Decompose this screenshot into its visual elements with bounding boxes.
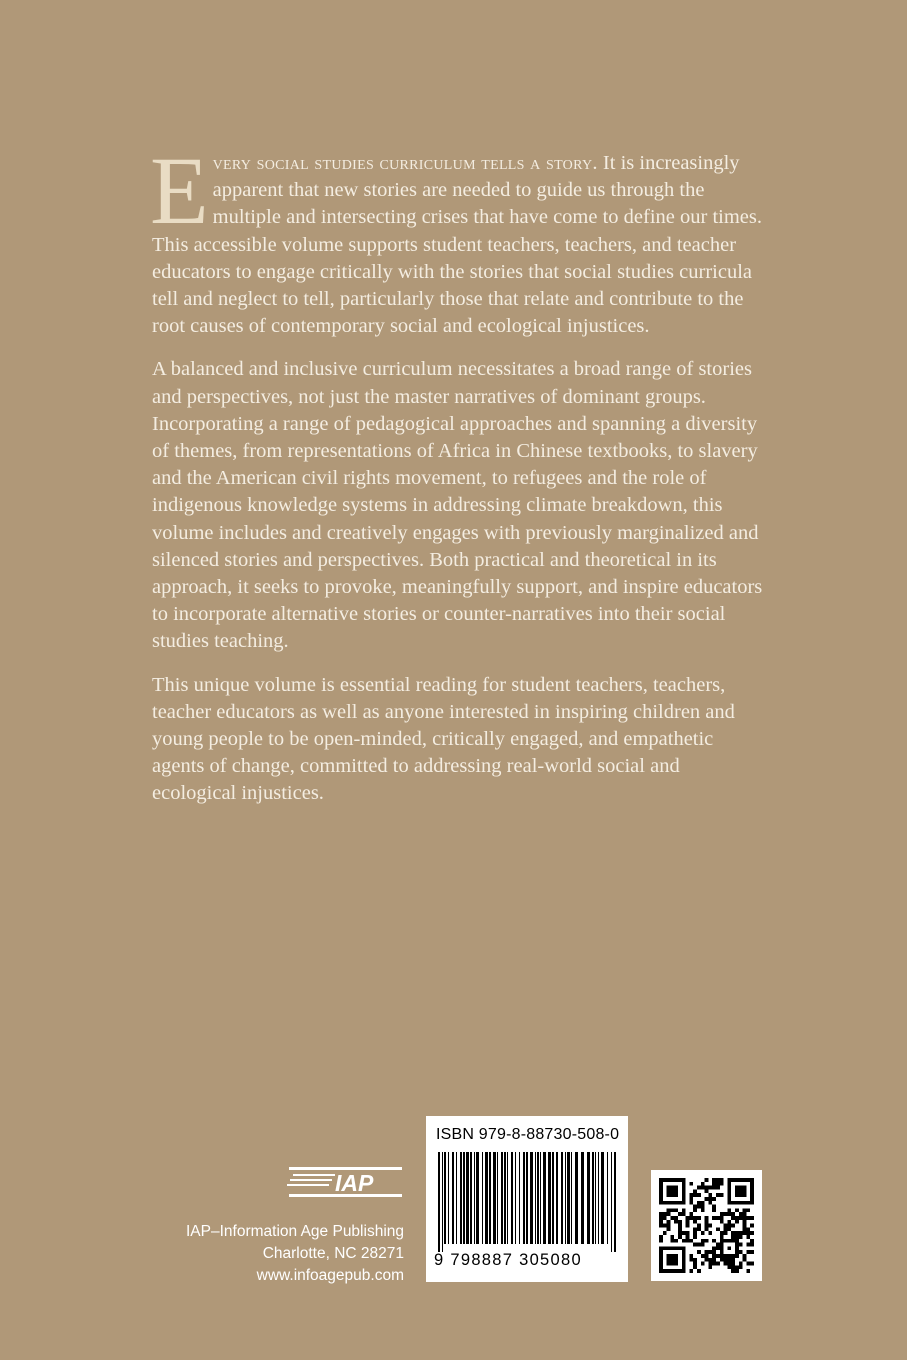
logo-text: IAP <box>335 1170 374 1196</box>
qr-module <box>708 1231 712 1235</box>
blurb-paragraph-3: This unique volume is essential reading for student teachers, teachers, teacher educators as well as anyone interested in inspiring children and young people to be open-minded, critically engaged, and empathetic agents of change, committed to addressing real-world social and ecological injustices. <box>152 673 735 805</box>
qr-module <box>678 1235 682 1239</box>
qr-module <box>667 1227 671 1231</box>
qr-module <box>678 1224 682 1228</box>
qr-module <box>705 1258 709 1262</box>
qr-module <box>682 1208 686 1212</box>
qr-module <box>689 1193 693 1197</box>
qr-module <box>746 1208 750 1212</box>
qr-module <box>743 1258 747 1262</box>
qr-module <box>731 1235 735 1239</box>
qr-module <box>708 1201 712 1205</box>
barcode-bar <box>598 1152 599 1244</box>
qr-module <box>716 1262 720 1266</box>
blurb-paragraph-2: A balanced and inclusive curriculum necessitates a broad range of stories and perspectives, not just the master narratives of dominant groups. Incorporating a range of pedagogical approaches and spanning a diversity of themes, from representations of Africa in Chinese textbooks, to slavery and the American civil rights movement, to refugees and the role of indigenous knowledge systems in addressing climate breakdown, this volume includes and creatively engages with previously marginalized and silenced stories and perspectives. Both practical and theoretical in its approach, it seeks to provoke, meaningfully support, and inspire educators to incorporate alternative stories or counter-narratives into their social studies teaching. <box>152 358 763 653</box>
qr-module <box>663 1216 667 1220</box>
barcode-bar <box>489 1152 491 1244</box>
qr-module <box>727 1258 731 1262</box>
qr-module <box>697 1269 701 1273</box>
qr-module <box>693 1216 697 1220</box>
qr-module <box>731 1216 735 1220</box>
barcode-bar <box>460 1152 462 1244</box>
qr-module <box>667 1254 678 1265</box>
barcode-bar <box>548 1152 551 1244</box>
qr-module <box>701 1208 705 1212</box>
qr-module <box>701 1205 705 1209</box>
qr-module <box>708 1193 712 1197</box>
qr-module <box>746 1231 750 1235</box>
barcode-bar <box>587 1152 590 1244</box>
barcode-bar <box>497 1152 498 1244</box>
qr-module <box>686 1235 690 1239</box>
qr-module <box>697 1201 701 1205</box>
qr-module <box>705 1186 709 1190</box>
barcode-bar <box>511 1152 513 1244</box>
qr-module <box>739 1250 743 1254</box>
qr-module <box>743 1220 747 1224</box>
qr-module <box>724 1258 728 1262</box>
qr-module <box>716 1186 720 1190</box>
qr-module <box>701 1262 705 1266</box>
qr-module <box>739 1243 743 1247</box>
qr-module <box>716 1178 720 1182</box>
qr-module <box>712 1250 716 1254</box>
qr-module <box>731 1224 735 1228</box>
qr-module <box>689 1269 693 1273</box>
qr-module <box>743 1212 747 1216</box>
qr-module <box>720 1235 724 1239</box>
qr-module <box>724 1212 728 1216</box>
qr-module <box>712 1208 716 1212</box>
qr-module <box>667 1220 671 1224</box>
qr-module <box>716 1246 720 1250</box>
qr-module <box>716 1243 720 1247</box>
barcode-bar <box>485 1152 488 1244</box>
barcode-bar <box>519 1152 520 1244</box>
qr-code <box>651 1170 762 1281</box>
qr-module <box>693 1189 697 1193</box>
qr-module <box>693 1258 697 1262</box>
qr-module <box>716 1254 720 1258</box>
qr-module <box>678 1212 682 1216</box>
qr-module <box>716 1227 720 1231</box>
barcode-bar <box>515 1152 516 1244</box>
barcode-bar <box>523 1152 525 1244</box>
qr-module <box>693 1231 697 1235</box>
qr-module <box>705 1227 709 1231</box>
barcode-bars <box>438 1152 618 1252</box>
barcode-bar <box>504 1152 506 1244</box>
qr-module <box>674 1216 678 1220</box>
qr-module <box>750 1231 754 1235</box>
qr-module <box>697 1250 701 1254</box>
qr-module <box>735 1220 739 1224</box>
barcode-bar <box>442 1152 443 1252</box>
barcode-bar <box>448 1152 449 1244</box>
qr-module <box>727 1262 731 1266</box>
qr-module <box>708 1197 712 1201</box>
barcode-bar <box>476 1152 479 1244</box>
qr-module <box>750 1216 754 1220</box>
qr-module <box>686 1216 690 1220</box>
qr-module <box>712 1205 716 1209</box>
barcode-bar <box>537 1152 539 1244</box>
qr-module <box>670 1239 674 1243</box>
qr-module <box>678 1220 682 1224</box>
barcode-bar <box>466 1152 469 1244</box>
qr-module <box>659 1235 663 1239</box>
qr-module <box>739 1235 743 1239</box>
qr-module <box>712 1262 716 1266</box>
qr-module <box>674 1239 678 1243</box>
qr-module <box>693 1220 697 1224</box>
qr-module <box>712 1178 716 1182</box>
qr-module <box>693 1235 697 1239</box>
blurb-lead-in: very social studies curriculum tells a story. <box>212 152 598 174</box>
qr-module <box>663 1231 667 1235</box>
qr-module <box>701 1239 705 1243</box>
qr-module <box>750 1224 754 1228</box>
qr-module <box>712 1216 716 1220</box>
qr-module <box>712 1239 716 1243</box>
publisher-url: www.infoagepub.com <box>256 1267 404 1284</box>
qr-module <box>712 1254 716 1258</box>
qr-module <box>743 1224 747 1228</box>
barcode-bar <box>482 1152 483 1244</box>
qr-module <box>743 1216 747 1220</box>
qr-module <box>697 1243 701 1247</box>
qr-module <box>735 1231 739 1235</box>
barcode-bar <box>552 1152 554 1244</box>
qr-module <box>750 1243 754 1247</box>
qr-module <box>731 1212 735 1216</box>
qr-module <box>701 1201 705 1205</box>
qr-module <box>712 1197 716 1201</box>
barcode-bar <box>474 1152 475 1244</box>
qr-module <box>727 1224 731 1228</box>
qr-module <box>689 1197 693 1201</box>
barcode-bar <box>611 1152 612 1252</box>
qr-module <box>708 1186 712 1190</box>
qr-module <box>716 1182 720 1186</box>
qr-module <box>746 1227 750 1231</box>
qr-module <box>682 1212 686 1216</box>
qr-module <box>689 1254 693 1258</box>
back-cover-blurb <box>150 137 764 824</box>
barcode-bar <box>543 1152 546 1244</box>
qr-module <box>735 1186 746 1197</box>
qr-module <box>670 1208 674 1212</box>
qr-module <box>667 1186 678 1197</box>
qr-module <box>689 1212 693 1216</box>
qr-module <box>743 1208 747 1212</box>
qr-module <box>712 1182 716 1186</box>
qr-module <box>674 1208 678 1212</box>
qr-module <box>705 1254 709 1258</box>
barcode-bar <box>540 1152 541 1244</box>
qr-module <box>686 1220 690 1224</box>
qr-module <box>739 1265 743 1269</box>
qr-module <box>720 1212 724 1216</box>
qr-module <box>693 1208 697 1212</box>
qr-module <box>727 1208 731 1212</box>
qr-module <box>682 1239 686 1243</box>
qr-module <box>735 1208 739 1212</box>
qr-module <box>720 1193 724 1197</box>
qr-module <box>659 1212 663 1216</box>
qr-module <box>697 1205 701 1209</box>
barcode-digits: 9 798887 305080 <box>434 1251 582 1269</box>
qr-module <box>743 1254 747 1258</box>
qr-module <box>693 1243 697 1247</box>
qr-module <box>659 1224 663 1228</box>
qr-module <box>727 1212 731 1216</box>
qr-module <box>743 1227 747 1231</box>
qr-module <box>697 1227 701 1231</box>
barcode-bar <box>452 1152 454 1244</box>
qr-module <box>731 1269 735 1273</box>
qr-module <box>750 1239 754 1243</box>
qr-module <box>705 1239 709 1243</box>
qr-module <box>716 1193 720 1197</box>
qr-module <box>705 1178 709 1182</box>
qr-module <box>667 1212 671 1216</box>
blurb-paragraph-1-text: It is increasingly apparent that new stories are needed to guide us through the multiple and intersecting crises that have come to define our times. This accessible volume supports student teachers, teachers, and teacher educators to engage critically with the stories that social studies curricula tell and neglect to tell, particularly those that relate and contribute to the root causes of contemporary social and ecological injustices. <box>152 152 762 338</box>
barcode-bar <box>438 1152 440 1252</box>
qr-module <box>746 1269 750 1273</box>
isbn-label: ISBN 979-8-88730-508-0 <box>436 1126 620 1143</box>
qr-module <box>678 1231 682 1235</box>
barcode-bar <box>607 1152 608 1244</box>
qr-module <box>746 1262 750 1266</box>
qr-module <box>697 1224 701 1228</box>
barcode-bar <box>601 1152 604 1244</box>
qr-module <box>720 1220 724 1224</box>
qr-module <box>750 1262 754 1266</box>
barcode-bar <box>456 1152 457 1244</box>
qr-module <box>689 1239 693 1243</box>
barcode-bar <box>565 1152 566 1244</box>
qr-module <box>724 1262 728 1266</box>
qr-module <box>731 1265 735 1269</box>
barcode-bar <box>526 1152 528 1244</box>
barcode-bar <box>535 1152 536 1244</box>
qr-module <box>705 1250 709 1254</box>
barcode-bar <box>501 1152 503 1244</box>
qr-module <box>716 1216 720 1220</box>
qr-module <box>659 1239 663 1243</box>
qr-module <box>708 1262 712 1266</box>
qr-module <box>731 1231 735 1235</box>
qr-module <box>724 1227 728 1231</box>
qr-module <box>667 1208 671 1212</box>
barcode-bar <box>575 1152 578 1244</box>
qr-module <box>735 1265 739 1269</box>
qr-module <box>674 1220 678 1224</box>
qr-module <box>705 1216 709 1220</box>
qr-module <box>712 1258 716 1262</box>
barcode-bar <box>571 1152 572 1244</box>
barcode-bar <box>493 1152 496 1244</box>
publisher-city: Charlotte, NC 28271 <box>262 1245 404 1262</box>
qr-module <box>689 1216 693 1220</box>
qr-module <box>686 1224 690 1228</box>
qr-module <box>689 1258 693 1262</box>
qr-module <box>663 1224 667 1228</box>
qr-module <box>670 1216 674 1220</box>
qr-module <box>746 1243 750 1247</box>
qr-module <box>686 1239 690 1243</box>
qr-module <box>693 1193 697 1197</box>
qr-module <box>663 1212 667 1216</box>
qr-module <box>670 1235 674 1239</box>
qr-module <box>746 1250 750 1254</box>
qr-module <box>743 1231 747 1235</box>
barcode-bar <box>567 1152 570 1244</box>
qr-module <box>689 1201 693 1205</box>
qr-module <box>693 1265 697 1269</box>
barcode-bar <box>561 1152 563 1244</box>
barcode-bar <box>581 1152 584 1244</box>
qr-module <box>686 1231 690 1235</box>
qr-module <box>720 1258 724 1262</box>
qr-module <box>720 1182 724 1186</box>
barcode-bar <box>592 1152 594 1244</box>
qr-module <box>720 1231 724 1235</box>
qr-module <box>705 1197 709 1201</box>
qr-module <box>735 1269 739 1273</box>
barcode-bar <box>530 1152 533 1244</box>
qr-module <box>750 1250 754 1254</box>
qr-module <box>735 1216 739 1220</box>
qr-module <box>659 1216 663 1220</box>
qr-module <box>739 1231 743 1235</box>
publisher-name: IAP–Information Age Publishing <box>186 1223 404 1240</box>
qr-module <box>727 1227 731 1231</box>
qr-module <box>735 1235 739 1239</box>
qr-module <box>739 1216 743 1220</box>
qr-module <box>697 1193 701 1197</box>
qr-module <box>708 1250 712 1254</box>
qr-module <box>693 1227 697 1231</box>
qr-module <box>739 1212 743 1216</box>
qr-module <box>724 1224 728 1228</box>
blurb-paragraph-1 <box>150 137 764 340</box>
qr-module <box>746 1216 750 1220</box>
barcode-bar <box>614 1152 616 1252</box>
qr-module <box>727 1220 731 1224</box>
qr-module <box>697 1216 701 1220</box>
qr-module <box>678 1227 682 1231</box>
qr-pattern <box>659 1178 754 1273</box>
qr-module <box>697 1186 701 1190</box>
qr-module <box>746 1235 750 1239</box>
qr-module <box>701 1182 705 1186</box>
qr-module <box>712 1186 716 1190</box>
qr-module <box>667 1224 671 1228</box>
qr-module <box>701 1243 705 1247</box>
barcode-bar <box>507 1152 508 1244</box>
qr-module <box>701 1231 705 1235</box>
barcode-bar <box>463 1152 465 1244</box>
qr-module <box>727 1246 731 1250</box>
barcode-bar <box>595 1152 596 1244</box>
qr-module <box>705 1224 709 1228</box>
qr-module <box>720 1178 724 1182</box>
barcode-bar <box>470 1152 472 1244</box>
qr-module <box>731 1262 735 1266</box>
qr-module <box>739 1262 743 1266</box>
drop-cap: E <box>150 137 209 244</box>
qr-module <box>693 1205 697 1209</box>
isbn-barcode <box>426 1116 628 1282</box>
qr-module <box>682 1231 686 1235</box>
qr-module <box>731 1258 735 1262</box>
qr-module <box>724 1231 728 1235</box>
barcode-bar <box>556 1152 558 1244</box>
qr-module <box>705 1189 709 1193</box>
qr-module <box>693 1262 697 1266</box>
qr-module <box>659 1220 663 1224</box>
qr-module <box>712 1246 716 1250</box>
qr-module <box>727 1265 731 1269</box>
qr-module <box>708 1224 712 1228</box>
qr-module <box>720 1216 724 1220</box>
qr-module <box>708 1265 712 1269</box>
qr-module <box>701 1254 705 1258</box>
barcode-bar <box>444 1152 446 1244</box>
qr-module <box>689 1182 693 1186</box>
qr-module <box>708 1258 712 1262</box>
qr-module <box>705 1220 709 1224</box>
iap-logo <box>287 1165 404 1199</box>
qr-module <box>701 1186 705 1190</box>
